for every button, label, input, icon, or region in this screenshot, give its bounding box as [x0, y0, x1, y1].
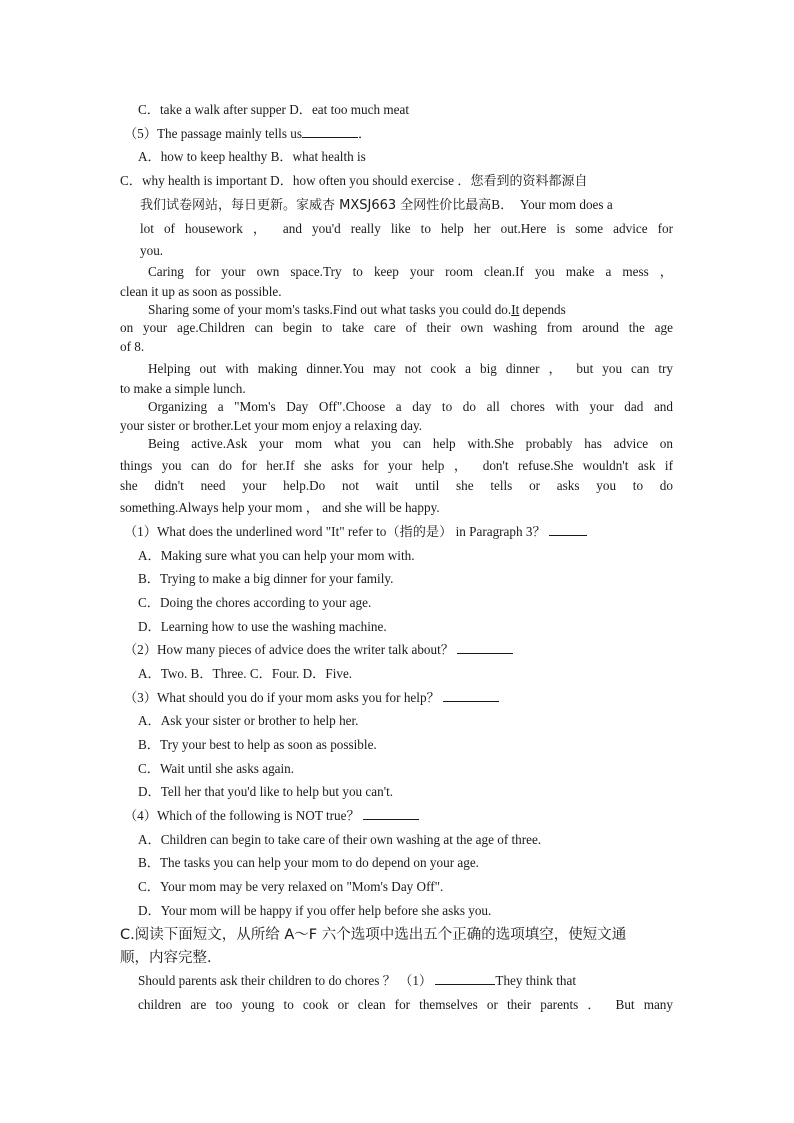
section-b-label: B． — [491, 197, 514, 212]
section-c-heading-line1: C.阅读下面短文，从所给 A～F 六个选项中选出五个正确的选项填空，使短文通 — [120, 927, 627, 943]
passage-p5-line3: she didn't need your help.Do not wait until she tells or asks you to do — [120, 478, 673, 493]
intro-line-2: lot of housework ， and you'd really like to help her out.Here is some advice for — [140, 221, 673, 236]
passage-p3-line2: to make a simple lunch. — [120, 381, 246, 396]
ad-text-2: 我们试卷网站，每日更新。家威杏 MXSJ663 全网性价比最高 — [140, 198, 492, 213]
passage-p5-line4: something.Always help your mom ， and she will be happy. — [120, 500, 440, 515]
q3-option-a: A．Ask your sister or brother to help her. — [138, 713, 359, 728]
q4-stem: （4）Which of the following is NOT true？ — [124, 807, 419, 825]
passage-p5-line2: things you can do for her.If she asks for your help ， don't refuse.She wouldn't ask if — [120, 458, 673, 473]
intro-line-3: you. — [140, 243, 164, 258]
answer-blank[interactable] — [549, 523, 587, 536]
passage-p1-line2: clean it up as soon as possible. — [120, 284, 282, 299]
passage-p2-line1: Sharing some of your mom's tasks.Find out what tasks you could do.It depends — [148, 302, 566, 317]
q4-option-c: C．Your mom may be very relaxed on "Mom's Day Off". — [138, 879, 444, 894]
q1-option-a: A．Making sure what you can help your mom with. — [138, 548, 415, 563]
q4-option-a: A．Children can begin to take care of their own washing at the age of three. — [138, 832, 542, 847]
answer-blank[interactable] — [363, 807, 419, 820]
q5-stem: （5）The passage mainly tells us ． — [124, 126, 372, 141]
q1-option-b: B．Trying to make a big dinner for your family. — [138, 571, 394, 586]
passage-p2-line3: of 8. — [120, 339, 145, 354]
section-c-heading-line2: 顺，内容完整. — [120, 950, 212, 966]
ad-line — [140, 196, 613, 215]
section-c-line1: Should parents ask their children to do chores ？ （1） They think that — [138, 973, 576, 988]
q3-option-d: D．Tell her that you'd like to help but you can't. — [138, 784, 394, 799]
q2-options: A．Two. B．Three. C．Four. D．Five. — [138, 666, 353, 681]
q3-option-b: B．Try your best to help as soon as possible. — [138, 737, 377, 752]
ad-text: 您看到的资料都源自 — [470, 174, 588, 189]
q5-options-ab: A．how to keep healthy B．what health is — [138, 149, 366, 164]
q4-options-cd: C．take a walk after supper D．eat too much meat — [138, 102, 409, 117]
answer-blank[interactable] — [443, 689, 499, 702]
intro-start: Your mom does a — [519, 197, 613, 212]
section-c-line2: children are too young to cook or clean for themselves or their parents ． But many — [138, 997, 673, 1012]
q3-stem: （3）What should you do if your mom asks you for help？ — [124, 689, 499, 707]
answer-blank[interactable] — [302, 125, 358, 138]
q1-stem: （1）What does the underlined word "It" refer to（指的是） in Paragraph 3？ — [124, 523, 587, 541]
q3-option-c: C．Wait until she asks again. — [138, 761, 295, 776]
q1-option-c: C．Doing the chores according to your age. — [138, 595, 372, 610]
passage-p4-line1: Organizing a "Mom's Day Off".Choose a day to do all chores with your dad and — [148, 399, 673, 414]
passage-p4-line2: your sister or brother.Let your mom enjoy a relaxing day. — [120, 418, 423, 433]
q4-option-d: D．Your mom will be happy if you offer help before she asks you. — [138, 903, 492, 918]
q4-option-b: B．The tasks you can help your mom to do depend on your age. — [138, 855, 479, 870]
passage-p1-line1: Caring for your own space.Try to keep your room clean.If you make a mess ， — [148, 264, 673, 279]
q2-stem: （2）How many pieces of advice does the writer talk about？ — [124, 641, 513, 659]
passage-p3-line1: Helping out with making dinner.You may not cook a big dinner ， but you can try — [148, 361, 673, 376]
underlined-word-it: It — [511, 302, 520, 317]
answer-blank[interactable] — [457, 641, 513, 654]
q5-option-cd-line: C．why health is important D．how often you should exercise ．您看到的资料都源自 — [120, 173, 588, 189]
passage-p5-line1: Being active.Ask your mom what you can help with.She probably has advice on — [148, 436, 673, 451]
passage-p2-line2: on your age.Children can begin to take care of their own washing from around the age — [120, 320, 673, 335]
q1-option-d: D．Learning how to use the washing machine. — [138, 619, 387, 634]
answer-blank[interactable] — [435, 972, 495, 985]
